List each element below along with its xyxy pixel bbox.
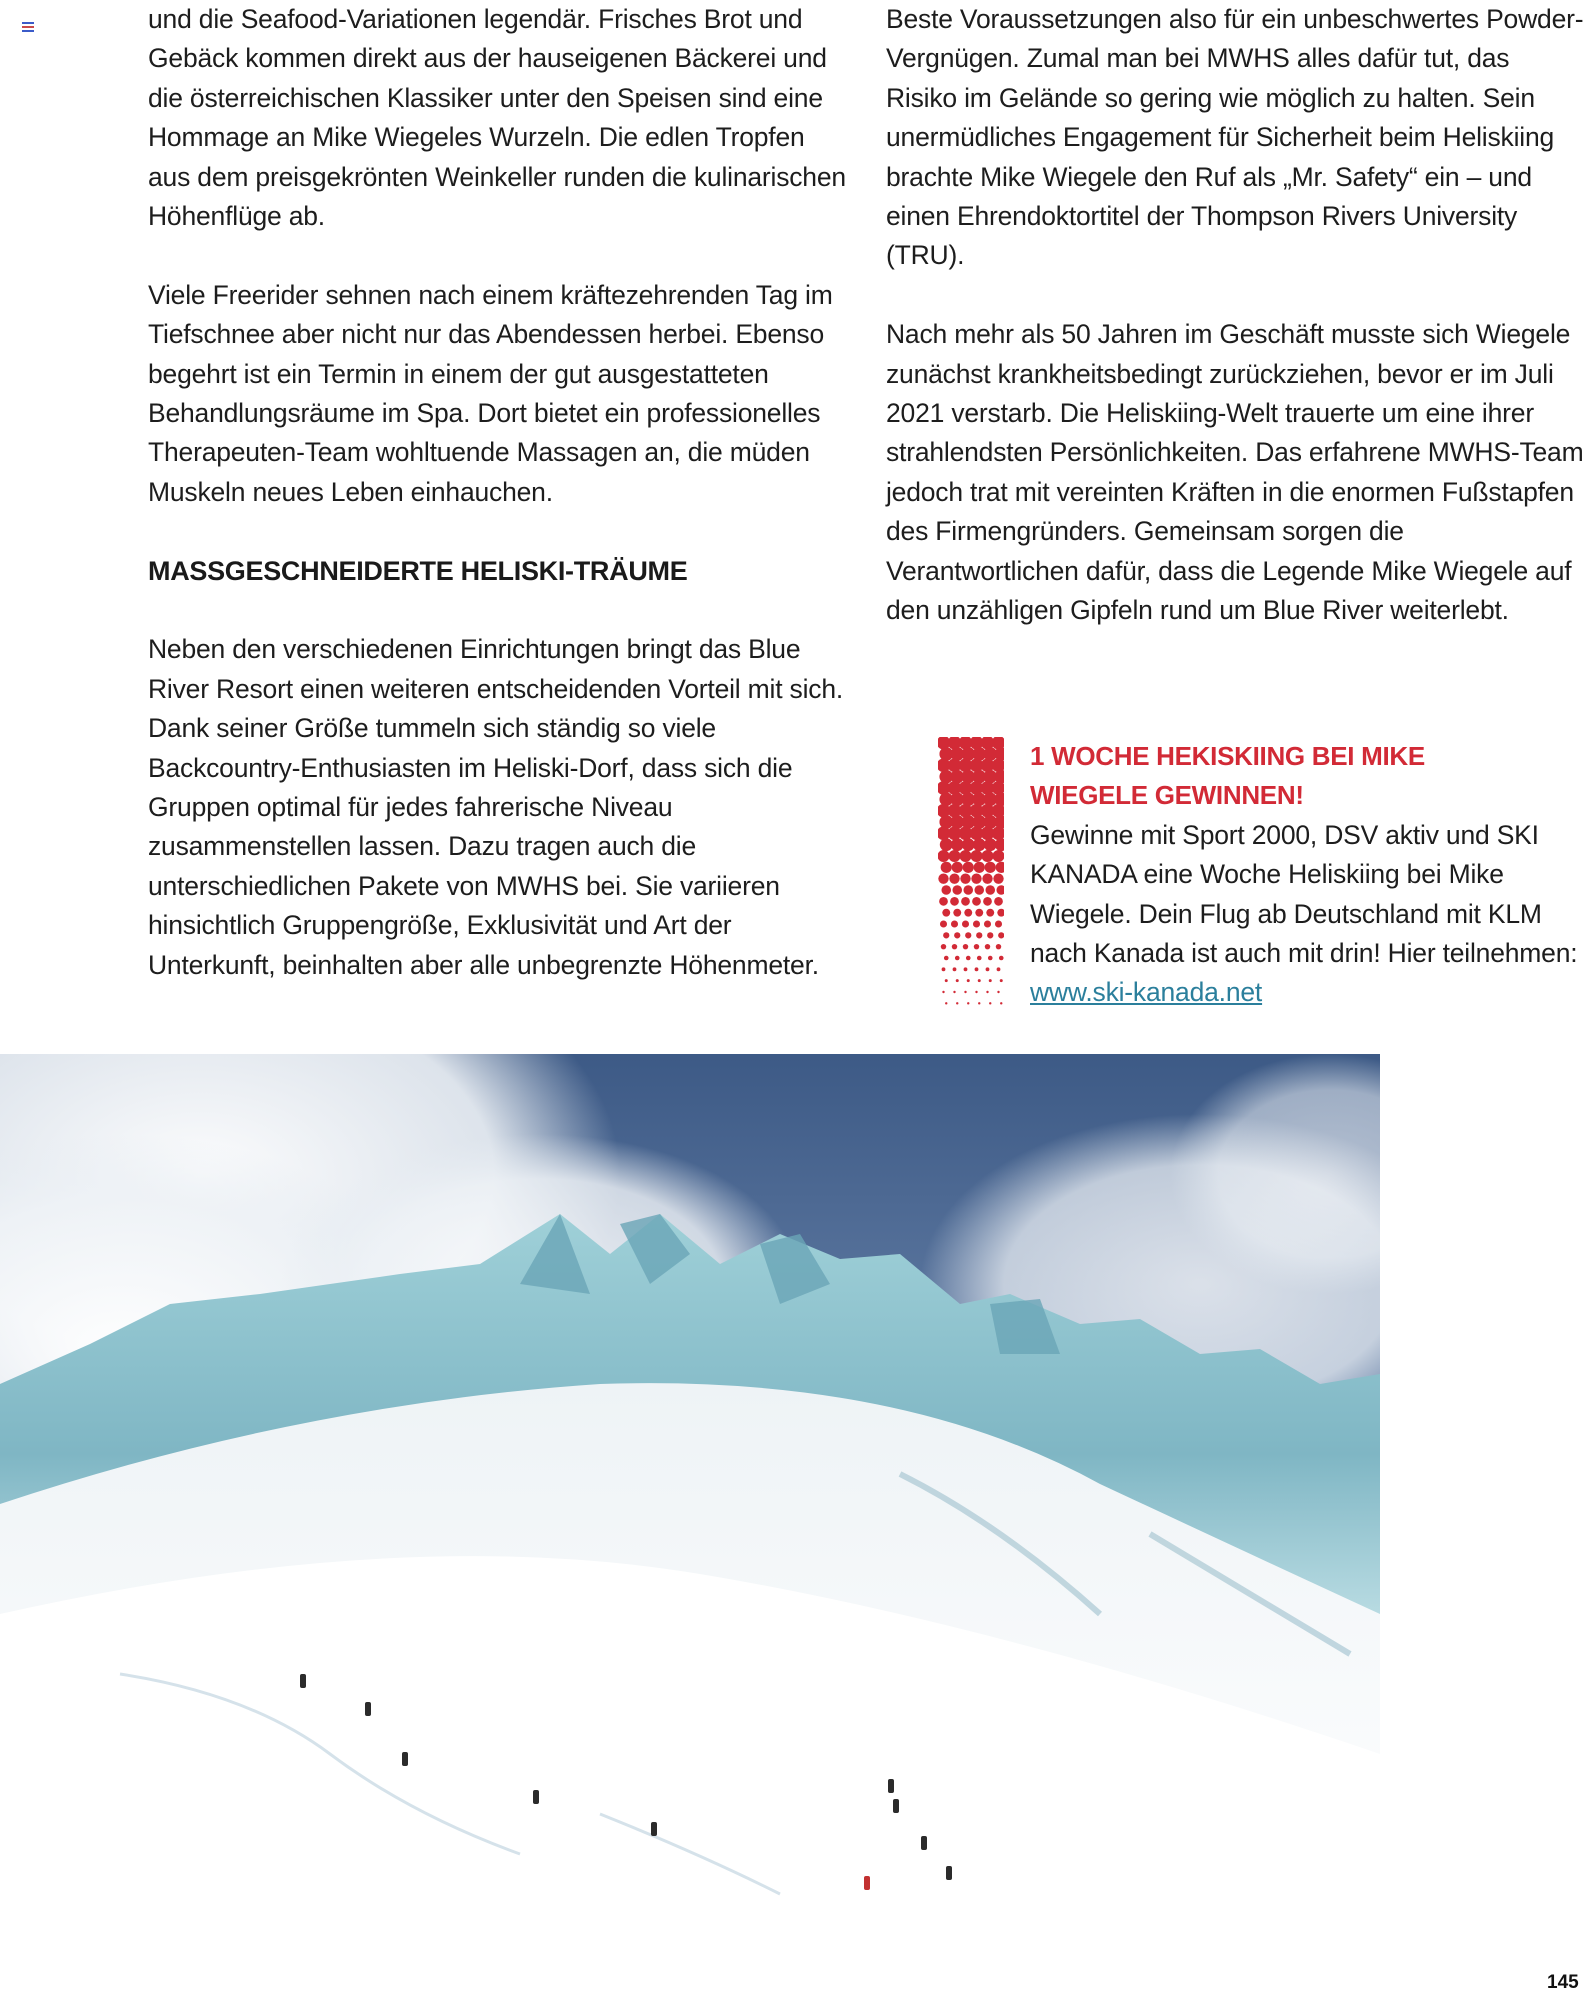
halftone-dot	[986, 991, 988, 993]
left-column	[148, 0, 848, 1025]
halftone-dot	[996, 885, 1004, 895]
halftone-dot	[978, 979, 981, 982]
halftone-dot	[941, 862, 952, 873]
halftone-dot	[939, 897, 948, 906]
halftone-dot	[964, 967, 968, 971]
halftone-dot	[945, 1002, 947, 1004]
halftone-dot	[985, 885, 995, 895]
halftone-dot	[953, 967, 957, 971]
halftone-dot	[997, 991, 999, 993]
halftone-dot	[967, 979, 970, 982]
promo-body-text: Gewinne mit Sport 2000, DSV aktiv und SKI KANADA eine Woche Heliskiing bei Mike Wiegele. Dein Flug ab Deutschland mit KLM nach Kanada ist auch mit drin!	[1030, 819, 1542, 969]
halftone-dot	[994, 897, 1003, 906]
halftone-dot	[941, 885, 951, 895]
halftone-dot	[975, 909, 983, 917]
halftone-dot	[949, 873, 959, 883]
halftone-dot	[985, 862, 996, 873]
halftone-dot	[962, 838, 975, 851]
promo-body	[1030, 816, 1590, 1013]
halftone-dot	[952, 862, 963, 873]
halftone-dot	[985, 944, 990, 949]
halftone-dot	[967, 1002, 969, 1004]
halftone-dot	[963, 862, 974, 873]
halftone-dot	[942, 967, 946, 971]
right-column	[886, 0, 1586, 670]
halftone-dot	[959, 850, 971, 862]
halftone-dot	[983, 897, 992, 906]
halftone-dot	[944, 956, 949, 961]
halftone-dot	[974, 862, 985, 873]
right-paragraph-2: Nach mehr als 50 Jahren im Geschäft musste sich Wiegele zunächst krankheitsbedingt zurückziehen, bevor er im Juli 2021 verstarb. Die Heliskiing-Welt trauerte um eine ihrer strahlendsten Persönlichkeiten. Das erfahrene MWHS-Team jedoch trat mit vereinten Kräften in die enormen Fußstapfen des Firmengründers. Gemeinsam sorgen die Verantwortlichen dafür, dass die Legende Mike Wiegele auf den unzähligen Gipfeln rund um Blue River weiterlebt.	[886, 319, 1584, 626]
halftone-dot	[1000, 979, 1003, 982]
halftone-dot	[974, 885, 984, 895]
section-heading: MASSGESCHNEIDERTE HELISKI-TRÄUME	[148, 555, 688, 586]
halftone-dot	[976, 932, 982, 938]
halftone-dot	[997, 967, 1001, 971]
halftone-dot	[995, 838, 1004, 851]
halftone-dot	[943, 932, 949, 938]
halftone-dot	[956, 1002, 958, 1004]
halftone-dot	[965, 932, 971, 938]
halftone-dot	[950, 897, 959, 906]
halftone-dot	[945, 979, 948, 982]
halftone-dot	[973, 838, 986, 851]
halftone-dot	[987, 932, 993, 938]
halftone-dot	[977, 956, 982, 961]
halftone-dot	[952, 944, 957, 949]
halftone-dot	[997, 909, 1004, 917]
halftone-dot	[986, 967, 990, 971]
halftone-dot	[986, 909, 994, 917]
halftone-dot	[954, 932, 960, 938]
page-number: 145	[1547, 1972, 1579, 1993]
halftone-dot	[955, 956, 960, 961]
halftone-dot	[952, 885, 962, 895]
halftone-dot	[998, 932, 1004, 938]
halftone-dot	[956, 979, 959, 982]
halftone-dot	[940, 920, 947, 927]
halftone-dot	[953, 909, 961, 917]
menu-icon[interactable]	[22, 22, 34, 32]
halftone-dot	[975, 967, 979, 971]
halftone-dot	[993, 873, 1003, 883]
halftone-dot	[953, 991, 955, 993]
halftone-dot	[940, 838, 953, 851]
halftone-dot	[941, 944, 946, 949]
halftone-dots-icon	[938, 737, 1004, 1009]
halftone-dot	[942, 991, 944, 993]
halftone-dot	[938, 850, 950, 862]
promo-title-line-2: WIEGELE GEWINNEN!	[1030, 780, 1304, 811]
halftone-dot	[982, 873, 992, 883]
halftone-dot	[999, 956, 1004, 961]
halftone-dot	[989, 1002, 991, 1004]
halftone-dot	[975, 991, 977, 993]
halftone-dot	[984, 838, 997, 851]
halftone-dot	[964, 909, 972, 917]
halftone-dot	[960, 873, 970, 883]
glacier-photo	[0, 1054, 1380, 1927]
halftone-dot	[984, 920, 991, 927]
halftone-dot	[963, 944, 968, 949]
halftone-dot	[962, 920, 969, 927]
halftone-dot	[951, 920, 958, 927]
halftone-dot	[973, 920, 980, 927]
left-paragraph-3: Neben den verschiedenen Einrichtungen bringt das Blue River Resort einen weiteren entscheidenden Vorteil mit sich. Dank seiner Größe tummeln sich ständig so viele Backcountry-Enthusiasten im Heliski-Dorf, dass sich die Gruppen optimal für jedes fahrerische Niveau zusammenstellen lassen. Dazu tragen auch die unterschiedlichen Pakete von MWHS bei. Sie variieren hinsichtlich Gruppengröße, Exklusivität und Art der Unterkunft, beinhalten aber alle unbegrenzte Höhenmeter.	[148, 634, 844, 980]
promo-text	[1030, 737, 1590, 1013]
halftone-dot	[951, 838, 964, 851]
halftone-dot	[989, 979, 992, 982]
halftone-dot	[966, 956, 971, 961]
promo-cta-label: Hier teilnehmen:	[1387, 938, 1578, 969]
glacier-illustration	[0, 1054, 1380, 1927]
halftone-dot	[972, 897, 981, 906]
halftone-dot	[978, 1002, 980, 1004]
halftone-dot	[964, 991, 966, 993]
right-paragraph-1: Beste Voraussetzungen also für ein unbeschwertes Powder-Vergnügen. Zumal man bei MWHS alles dafür tut, das Risiko im Gelände so gering wie möglich zu halten. Sein unermüdliches Engagement für Sicherheit beim Heliskiing brachte Mike Wiegele den Ruf als „Mr. Safety“ ein – und einen Ehrendoktortitel der Thompson Rivers University (TRU).	[886, 4, 1584, 271]
halftone-dot	[974, 944, 979, 949]
halftone-dot	[992, 850, 1004, 862]
left-paragraph-1: und die Seafood-Variationen legendär. Frisches Brot und Gebäck kommen direkt aus der hauseigenen Bäckerei und die österreichischen Klassiker unter den Speisen sind eine Hommage an Mike Wiegeles Wurzeln. Die edlen Tropfen aus dem preisgekrönten Weinkeller runden die kulinarischen Höhenflüge ab.	[148, 4, 846, 232]
halftone-dot	[988, 956, 993, 961]
left-paragraph-2: Viele Freerider sehnen nach einem kräftezehrenden Tag im Tiefschnee aber nicht nur das Abendessen herbei. Ebenso begehrt ist ein Termin in einem der gut ausgestatteten Behandlungsräume im Spa. Dort bietet ein professionelles Therapeuten-Team wohltuende Massagen an, die müden Muskeln neues Leben einhauchen.	[148, 279, 833, 507]
promo-link[interactable]: www.ski-kanada.net	[1030, 977, 1263, 1008]
halftone-dot	[942, 909, 950, 917]
halftone-dot	[963, 885, 973, 895]
halftone-dot	[971, 873, 981, 883]
promo-box	[938, 737, 1578, 1012]
halftone-dot	[970, 850, 982, 862]
halftone-dot	[961, 897, 970, 906]
halftone-dot	[948, 850, 960, 862]
halftone-dot	[938, 873, 948, 883]
halftone-dot	[1000, 1002, 1002, 1004]
promo-title-line-1: 1 WOCHE HEKISKIING BEI MIKE	[1030, 741, 1425, 771]
halftone-dot	[995, 920, 1002, 927]
halftone-dot	[992, 827, 1004, 841]
halftone-dot	[981, 850, 993, 862]
halftone-dot	[996, 944, 1001, 949]
halftone-dot	[996, 862, 1004, 873]
